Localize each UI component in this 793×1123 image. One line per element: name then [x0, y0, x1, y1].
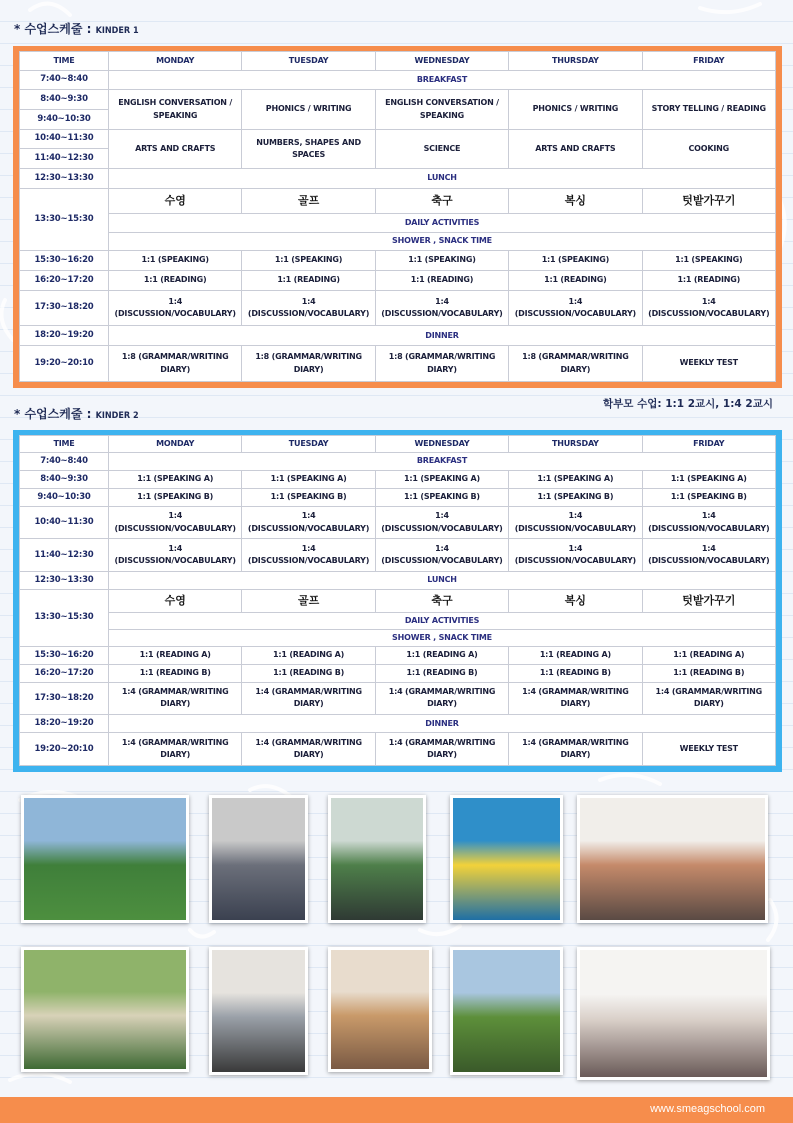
table-row: [20, 326, 776, 346]
parent-class-note: 학부모 수업: 1:1 2교시, 1:4 2교시: [603, 398, 773, 410]
table-row: [20, 664, 776, 682]
breakfast-cell: BREAKFAST: [109, 70, 776, 90]
time-cell: 12:30~13:30: [20, 169, 109, 189]
class-cell: 1:1 (READING A): [242, 646, 375, 664]
sport-cell: 골프: [242, 589, 375, 612]
time-cell: 10:40~11:30: [20, 129, 109, 149]
kinder2-schedule-frame: [13, 430, 782, 772]
class-cell: COOKING: [642, 129, 775, 168]
class-cell: 1:4 (GRAMMAR/WRITING DIARY): [109, 682, 242, 715]
class-cell: 1:4 (GRAMMAR/WRITING DIARY): [109, 733, 242, 766]
class-cell: 1:4 (DISCUSSION/VOCABULARY): [509, 539, 642, 572]
class-cell: 1:4 (GRAMMAR/WRITING DIARY): [375, 733, 508, 766]
photo-boxing-gym: [209, 795, 308, 923]
class-cell: 1:1 (SPEAKING): [375, 251, 508, 271]
time-cell: 15:30~16:20: [20, 251, 109, 271]
class-cell: 1:1 (SPEAKING A): [642, 470, 775, 488]
photo-garden: [450, 947, 563, 1075]
photo-classroom: [577, 795, 768, 923]
table-row: [20, 488, 776, 506]
table-row: [20, 715, 776, 733]
table-row: [20, 629, 776, 646]
class-cell: 1:1 (SPEAKING B): [375, 488, 508, 506]
class-cell: 1:1 (SPEAKING A): [109, 470, 242, 488]
class-cell: 1:4 (DISCUSSION/VOCABULARY): [242, 290, 375, 326]
class-cell: STORY TELLING / READING: [642, 90, 775, 129]
header-cell: WEDNESDAY: [375, 52, 508, 71]
table-row: [20, 682, 776, 715]
class-cell: 1:1 (SPEAKING B): [242, 488, 375, 506]
class-cell: 1:1 (READING): [375, 270, 508, 290]
header-cell: TUESDAY: [242, 436, 375, 453]
photo-boxing-kid: [209, 947, 308, 1075]
class-cell: 1:4 (GRAMMAR/WRITING DIARY): [509, 733, 642, 766]
table-row: [20, 270, 776, 290]
table-row: [20, 470, 776, 488]
class-cell: 1:1 (READING A): [509, 646, 642, 664]
footer-url: www.smeagschool.com: [650, 1103, 765, 1115]
class-cell: ENGLISH CONVERSATION / SPEAKING: [109, 90, 242, 129]
photo-swimming-pool: [450, 795, 563, 923]
table-row: [20, 251, 776, 271]
time-cell: 9:40~10:30: [20, 488, 109, 506]
header-cell: THURSDAY: [509, 52, 642, 71]
kinder2-title-label: * 수업스케줄 :: [14, 407, 92, 421]
class-cell: PHONICS / WRITING: [509, 90, 642, 129]
class-cell: 1:1 (SPEAKING): [642, 251, 775, 271]
header-cell: FRIDAY: [642, 52, 775, 71]
class-cell: 1:1 (SPEAKING A): [242, 470, 375, 488]
class-cell: 1:4 (GRAMMAR/WRITING DIARY): [375, 682, 508, 715]
class-cell: 1:4 (GRAMMAR/WRITING DIARY): [242, 733, 375, 766]
class-cell: PHONICS / WRITING: [242, 90, 375, 129]
table-row: [20, 129, 776, 149]
class-cell: 1:1 (READING): [509, 270, 642, 290]
class-cell: ARTS AND CRAFTS: [109, 129, 242, 168]
class-cell: 1:1 (READING B): [509, 664, 642, 682]
header-cell: WEDNESDAY: [375, 436, 508, 453]
time-cell: 11:40~12:30: [20, 149, 109, 169]
sport-cell: 텃밭가꾸기: [642, 188, 775, 213]
time-cell: 10:40~11:30: [20, 506, 109, 539]
class-cell: WEEKLY TEST: [642, 733, 775, 766]
class-cell: 1:1 (SPEAKING A): [509, 470, 642, 488]
table-row: [20, 452, 776, 470]
photo-crafts-table: [328, 947, 432, 1072]
sport-cell: 수영: [109, 188, 242, 213]
kinder1-subtitle: KINDER 1: [95, 26, 139, 36]
table-row: [20, 290, 776, 326]
class-cell: 1:1 (READING B): [375, 664, 508, 682]
header-cell: FRIDAY: [642, 436, 775, 453]
header-cell: THURSDAY: [509, 436, 642, 453]
class-cell: 1:1 (SPEAKING): [242, 251, 375, 271]
kinder1-header-row: [20, 52, 776, 71]
class-cell: 1:1 (SPEAKING A): [375, 470, 508, 488]
photo-soccer-field: [21, 795, 189, 923]
dinner-cell: DINNER: [109, 326, 776, 346]
class-cell: 1:8 (GRAMMAR/WRITING DIARY): [242, 346, 375, 382]
class-cell: 1:8 (GRAMMAR/WRITING DIARY): [109, 346, 242, 382]
time-cell: 16:20~17:20: [20, 270, 109, 290]
class-cell: 1:1 (SPEAKING B): [642, 488, 775, 506]
table-row: [20, 90, 776, 110]
breakfast-cell: BREAKFAST: [109, 452, 776, 470]
class-cell: 1:1 (READING B): [242, 664, 375, 682]
table-row: [20, 612, 776, 629]
header-cell: TIME: [20, 436, 109, 453]
class-cell: 1:1 (READING): [642, 270, 775, 290]
class-cell: 1:1 (READING A): [109, 646, 242, 664]
header-cell: TUESDAY: [242, 52, 375, 71]
class-cell: NUMBERS, SHAPES AND SPACES: [242, 129, 375, 168]
time-cell: 13:30~15:30: [20, 188, 109, 250]
class-cell: 1:4 (GRAMMAR/WRITING DIARY): [509, 682, 642, 715]
class-cell: 1:1 (READING): [242, 270, 375, 290]
class-cell: 1:1 (SPEAKING B): [109, 488, 242, 506]
dinner-cell: DINNER: [109, 715, 776, 733]
kinder2-subtitle: KINDER 2: [95, 411, 139, 421]
lunch-cell: LUNCH: [109, 572, 776, 590]
class-cell: 1:8 (GRAMMAR/WRITING DIARY): [509, 346, 642, 382]
time-cell: 13:30~15:30: [20, 589, 109, 646]
class-cell: SCIENCE: [375, 129, 508, 168]
table-row: [20, 506, 776, 539]
class-cell: 1:4 (DISCUSSION/VOCABULARY): [642, 290, 775, 326]
class-cell: 1:1 (SPEAKING B): [509, 488, 642, 506]
header-cell: MONDAY: [109, 436, 242, 453]
time-cell: 18:20~19:20: [20, 715, 109, 733]
time-cell: 17:30~18:20: [20, 682, 109, 715]
header-cell: MONDAY: [109, 52, 242, 71]
kinder2-header-row: [20, 436, 776, 453]
class-cell: 1:4 (DISCUSSION/VOCABULARY): [109, 290, 242, 326]
table-row: [20, 733, 776, 766]
sport-cell: 축구: [375, 589, 508, 612]
class-cell: 1:4 (DISCUSSION/VOCABULARY): [375, 506, 508, 539]
class-cell: 1:4 (DISCUSSION/VOCABULARY): [642, 539, 775, 572]
class-cell: 1:4 (DISCUSSION/VOCABULARY): [242, 506, 375, 539]
class-cell: WEEKLY TEST: [642, 346, 775, 382]
time-cell: 17:30~18:20: [20, 290, 109, 326]
class-cell: 1:4 (DISCUSSION/VOCABULARY): [375, 539, 508, 572]
sport-cell: 수영: [109, 589, 242, 612]
class-cell: 1:4 (DISCUSSION/VOCABULARY): [109, 506, 242, 539]
sport-cell: 텃밭가꾸기: [642, 589, 775, 612]
time-cell: 11:40~12:30: [20, 539, 109, 572]
table-row: [20, 572, 776, 590]
table-row: [20, 646, 776, 664]
class-cell: 1:4 (DISCUSSION/VOCABULARY): [642, 506, 775, 539]
class-cell: 1:1 (SPEAKING): [109, 251, 242, 271]
class-cell: 1:1 (READING B): [109, 664, 242, 682]
class-cell: 1:1 (SPEAKING): [509, 251, 642, 271]
kinder1-schedule-table: [19, 51, 776, 382]
footer-bar: [0, 1097, 793, 1123]
class-cell: 1:1 (READING A): [375, 646, 508, 664]
shower-snack-cell: SHOWER , SNACK TIME: [109, 232, 776, 251]
time-cell: 8:40~9:30: [20, 90, 109, 110]
table-row: [20, 169, 776, 189]
time-cell: 7:40~8:40: [20, 70, 109, 90]
daily-activities-cell: DAILY ACTIVITIES: [109, 213, 776, 232]
photo-playground: [21, 947, 189, 1072]
class-cell: 1:1 (READING): [109, 270, 242, 290]
class-cell: 1:4 (DISCUSSION/VOCABULARY): [109, 539, 242, 572]
photo-tutor-writing: [577, 947, 770, 1080]
sport-cell: 축구: [375, 188, 508, 213]
kinder1-schedule-frame: [13, 46, 782, 388]
sport-cell: 골프: [242, 188, 375, 213]
time-cell: 15:30~16:20: [20, 646, 109, 664]
time-cell: 8:40~9:30: [20, 470, 109, 488]
shower-snack-cell: SHOWER , SNACK TIME: [109, 629, 776, 646]
time-cell: 9:40~10:30: [20, 110, 109, 130]
time-cell: 16:20~17:20: [20, 664, 109, 682]
table-row: [20, 539, 776, 572]
class-cell: 1:1 (READING B): [642, 664, 775, 682]
sport-cell: 복싱: [509, 589, 642, 612]
daily-activities-cell: DAILY ACTIVITIES: [109, 612, 776, 629]
class-cell: 1:4 (GRAMMAR/WRITING DIARY): [642, 682, 775, 715]
photo-golf-range: [328, 795, 426, 923]
kinder1-title: [14, 20, 139, 37]
table-row: [20, 213, 776, 232]
class-cell: 1:4 (GRAMMAR/WRITING DIARY): [242, 682, 375, 715]
class-cell: 1:4 (DISCUSSION/VOCABULARY): [509, 290, 642, 326]
time-cell: 12:30~13:30: [20, 572, 109, 590]
time-cell: 19:20~20:10: [20, 733, 109, 766]
table-row: [20, 589, 776, 612]
class-cell: ENGLISH CONVERSATION / SPEAKING: [375, 90, 508, 129]
class-cell: ARTS AND CRAFTS: [509, 129, 642, 168]
class-cell: 1:4 (DISCUSSION/VOCABULARY): [375, 290, 508, 326]
time-cell: 19:20~20:10: [20, 346, 109, 382]
table-row: [20, 188, 776, 213]
header-cell: TIME: [20, 52, 109, 71]
class-cell: 1:8 (GRAMMAR/WRITING DIARY): [375, 346, 508, 382]
sport-cell: 복싱: [509, 188, 642, 213]
kinder1-title-label: * 수업스케줄 :: [14, 22, 92, 36]
kinder2-schedule-table: [19, 435, 776, 766]
table-row: [20, 70, 776, 90]
lunch-cell: LUNCH: [109, 169, 776, 189]
class-cell: 1:4 (DISCUSSION/VOCABULARY): [509, 506, 642, 539]
table-row: [20, 346, 776, 382]
class-cell: 1:4 (DISCUSSION/VOCABULARY): [242, 539, 375, 572]
table-row: [20, 232, 776, 251]
class-cell: 1:1 (READING A): [642, 646, 775, 664]
kinder2-title: [14, 405, 139, 422]
time-cell: 18:20~19:20: [20, 326, 109, 346]
time-cell: 7:40~8:40: [20, 452, 109, 470]
